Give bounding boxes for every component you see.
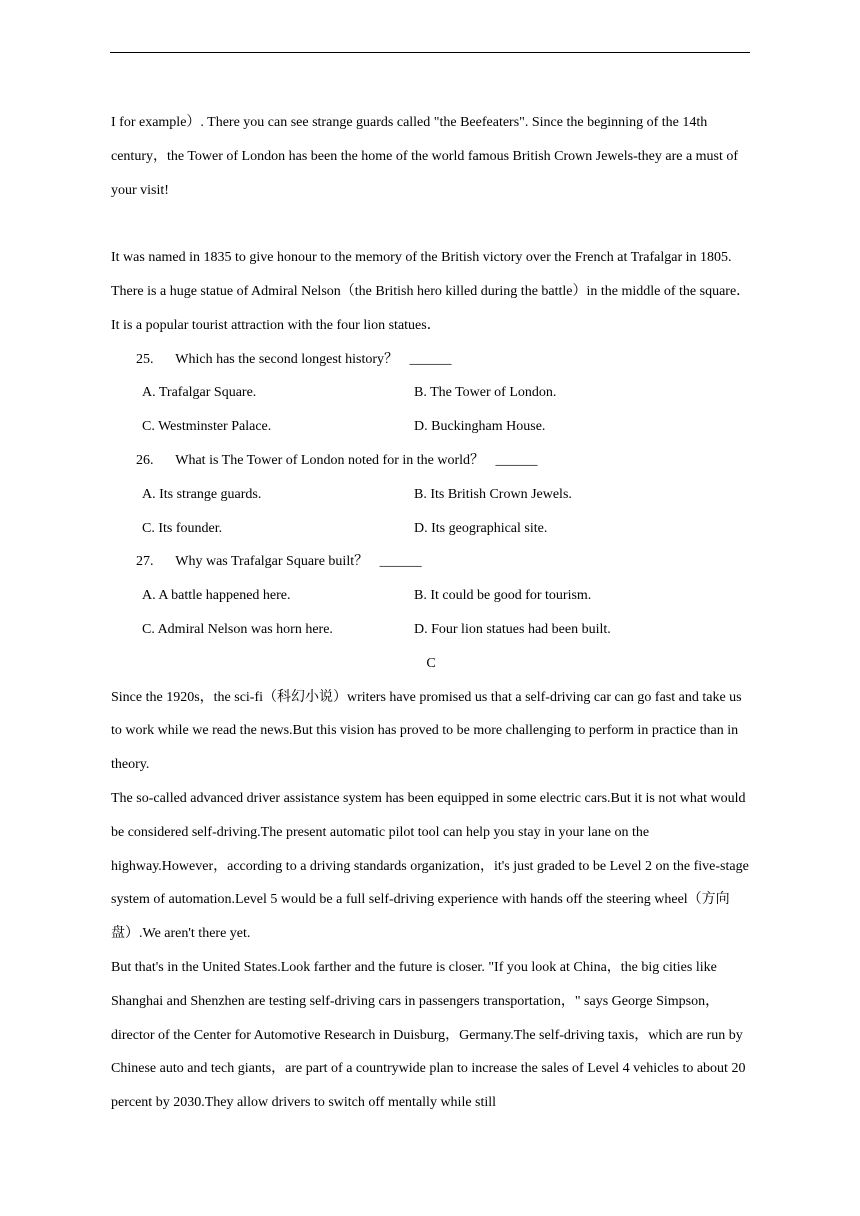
option-a: A. Trafalgar Square. bbox=[142, 385, 257, 401]
option-b: B. Its British Crown Jewels. bbox=[414, 486, 572, 502]
option-row bbox=[111, 579, 751, 613]
question-stem bbox=[111, 343, 751, 377]
question-stem bbox=[111, 545, 751, 579]
option-a: A. Its strange guards. bbox=[142, 486, 262, 502]
header-rule bbox=[110, 52, 750, 53]
section-c-paragraph-1: Since the 1920s，the sci-fi（科幻小说）writers have promised us that a self-driving car can go fast and take us to work while we read the news.But this vision has proved to be more challenging to perform in practice than in theory. bbox=[111, 689, 742, 773]
question-number: 26. bbox=[136, 452, 154, 468]
option-a: A. A battle happened here. bbox=[142, 588, 291, 604]
option-d: D. Its geographical site. bbox=[414, 520, 548, 536]
question-27 bbox=[111, 545, 751, 646]
question-25 bbox=[111, 343, 751, 444]
section-c-heading: C bbox=[426, 655, 436, 671]
answer-blank: ______ bbox=[379, 554, 422, 570]
question-stem bbox=[111, 444, 751, 478]
trafalgar-paragraph: It was named in 1835 to give honour to the memory of the British victory over the French at Trafalgar in 1805. There is a huge statue of Admiral Nelson（the British hero killed during the battle）in the middle of the square．It is a popular tourist attraction with the four lion statues． bbox=[111, 250, 751, 333]
question-text: Which has the second longest history？ bbox=[175, 351, 399, 367]
section-c-paragraph-2: The so-called advanced driver assistance system has been equipped in some electric cars.But it is not what would be considered self-driving.The present automatic pilot tool can help you stay in your lane on the highway.However，according to a driving standards organization，it's just graded to be Level 2 on the five-stage system of automation.Level 5 would be a full self-driving experience with hands off the steering wheel（方向盘）.We aren't there yet. bbox=[111, 790, 749, 942]
question-26 bbox=[111, 444, 751, 545]
option-c: C. Westminster Palace. bbox=[142, 419, 272, 435]
option-row bbox=[111, 613, 751, 647]
option-row bbox=[111, 478, 751, 512]
option-b: B. It could be good for tourism. bbox=[414, 588, 592, 604]
paragraph-gap bbox=[111, 207, 751, 241]
option-c: C. Its founder. bbox=[142, 520, 223, 536]
question-text: What is The Tower of London noted for in the world？ bbox=[175, 452, 485, 468]
option-d: D. Four lion statues had been built. bbox=[414, 621, 611, 637]
question-text: Why was Trafalgar Square built？ bbox=[175, 554, 369, 570]
question-number: 27. bbox=[136, 554, 154, 570]
option-row bbox=[111, 376, 751, 410]
answer-blank: ______ bbox=[409, 351, 452, 367]
document-page bbox=[111, 106, 751, 1120]
passage-b-end-paragraph: I for example）. There you can see strange guards called "the Beefeaters". Since the beginning of the 14th century，the Tower of London has been the home of the world famous British Crown Jewels-they are a must of your visit! bbox=[111, 115, 739, 198]
option-row bbox=[111, 512, 751, 546]
option-b: B. The Tower of London. bbox=[414, 385, 557, 401]
option-row bbox=[111, 410, 751, 444]
option-c: C. Admiral Nelson was horn here. bbox=[142, 621, 333, 637]
option-d: D. Buckingham House. bbox=[414, 419, 546, 435]
question-number: 25. bbox=[136, 351, 154, 367]
answer-blank: ______ bbox=[495, 452, 538, 468]
section-c-paragraph-3: But that's in the United States.Look farther and the future is closer. "If you look at China，the big cities like Shanghai and Shenzhen are testing self-driving cars in passengers transportation，" says George Simpson，director of the Center for Automotive Research in Duisburg，Germany.The self-driving taxis，which are run by Chinese auto and tech giants，are part of a countrywide plan to increase the sales of Level 4 vehicles to about 20 percent by 2030.They allow drivers to switch off mentally while still bbox=[111, 959, 746, 1111]
